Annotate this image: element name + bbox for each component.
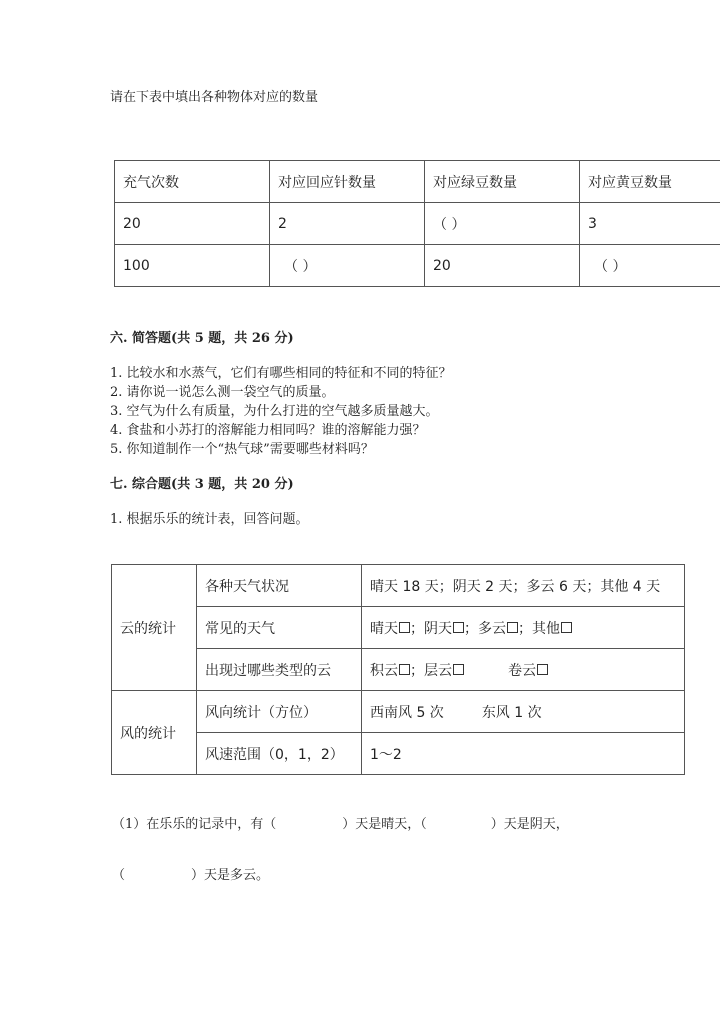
quantity-table [114, 160, 720, 287]
header-cell: 对应绿豆数量 [425, 161, 580, 203]
question-text: ）天是多云。 [191, 868, 270, 883]
checkbox[interactable] [561, 622, 572, 633]
table-header-row [115, 161, 720, 203]
row-label: 风向统计（方位） [197, 691, 362, 733]
table-cell: 2 [270, 203, 425, 245]
option-label: 其他 [532, 620, 560, 637]
option-label: 层云 [424, 662, 452, 679]
wind-direction-2: 东风 1 次 [481, 704, 542, 721]
checkbox[interactable] [399, 622, 410, 633]
option-label: 积云 [370, 662, 398, 679]
section-6-title: 六. 简答题(共 5 题，共 26 分) [110, 331, 294, 346]
question-text: （ [112, 868, 126, 883]
table-cell: 20 [425, 245, 580, 287]
question-text: ）天是阴天， [490, 817, 569, 832]
table-cell: 20 [115, 203, 270, 245]
table-cell: 3 [580, 203, 720, 245]
option-label: 多云 [478, 620, 506, 637]
question-item: 3. 空气为什么有质量，为什么打进的空气越多质量越大。 [110, 404, 439, 419]
table-row [112, 607, 685, 649]
table-row [112, 565, 685, 607]
question-text: （1）在乐乐的记录中，有（ [112, 817, 277, 832]
question-item: 4. 食盐和小苏打的溶解能力相同吗？谁的溶解能力强？ [110, 423, 426, 438]
checkbox[interactable] [453, 664, 464, 675]
checkbox[interactable] [537, 664, 548, 675]
row-label: 各种天气状况 [197, 565, 362, 607]
table-row [115, 203, 720, 245]
checkbox-options: 晴天 ；阴天 ；多云 ；其他 [362, 607, 685, 649]
intro-text: 请在下表中填出各种物体对应的数量 [110, 90, 319, 105]
answer-blank[interactable]: （ ） [580, 245, 720, 287]
option-label: 阴天 [424, 620, 452, 637]
table-row [112, 733, 685, 775]
group-label-cloud: 云的统计 [112, 565, 197, 691]
table-cell: 1～2 [362, 733, 685, 775]
header-cell: 对应黄豆数量 [580, 161, 720, 203]
table-cell: 100 [115, 245, 270, 287]
table-cell [362, 691, 685, 733]
question-item: 1. 比较水和水蒸气，它们有哪些相同的特征和不同的特征？ [110, 366, 452, 381]
question-text: ）天是晴天，（ [342, 817, 427, 832]
weather-stats-table [111, 564, 685, 775]
table-row [115, 245, 720, 287]
question-item: 2. 请你说一说怎么测一袋空气的质量。 [110, 385, 335, 400]
row-label: 出现过哪些类型的云 [197, 649, 362, 691]
checkbox[interactable] [399, 664, 410, 675]
answer-blank[interactable]: （ ） [425, 203, 580, 245]
answer-blank[interactable]: （ ） [270, 245, 425, 287]
header-cell: 对应回应针数量 [270, 161, 425, 203]
table-cell: 晴天 18 天；阴天 2 天；多云 6 天；其他 4 天 [362, 565, 685, 607]
header-cell: 充气次数 [115, 161, 270, 203]
question-item: 5. 你知道制作一个“热气球”需要哪些材料吗？ [110, 442, 374, 457]
wind-direction-1: 西南风 5 次 [370, 704, 444, 721]
row-label: 常见的天气 [197, 607, 362, 649]
checkbox[interactable] [453, 622, 464, 633]
section-7-title: 七. 综合题(共 3 题，共 20 分) [110, 477, 294, 492]
checkbox-options: 积云 ；层云 卷云 [362, 649, 685, 691]
row-label: 风速范围（0，1，2） [197, 733, 362, 775]
fill-question-line-2 [112, 866, 269, 885]
fill-question-line-1 [112, 815, 569, 834]
checkbox[interactable] [507, 622, 518, 633]
option-label: 晴天 [370, 620, 398, 637]
table-row [112, 649, 685, 691]
question-item: 1. 根据乐乐的统计表，回答问题。 [110, 512, 309, 527]
group-label-wind: 风的统计 [112, 691, 197, 775]
option-label: 卷云 [508, 662, 536, 679]
table-row [112, 691, 685, 733]
